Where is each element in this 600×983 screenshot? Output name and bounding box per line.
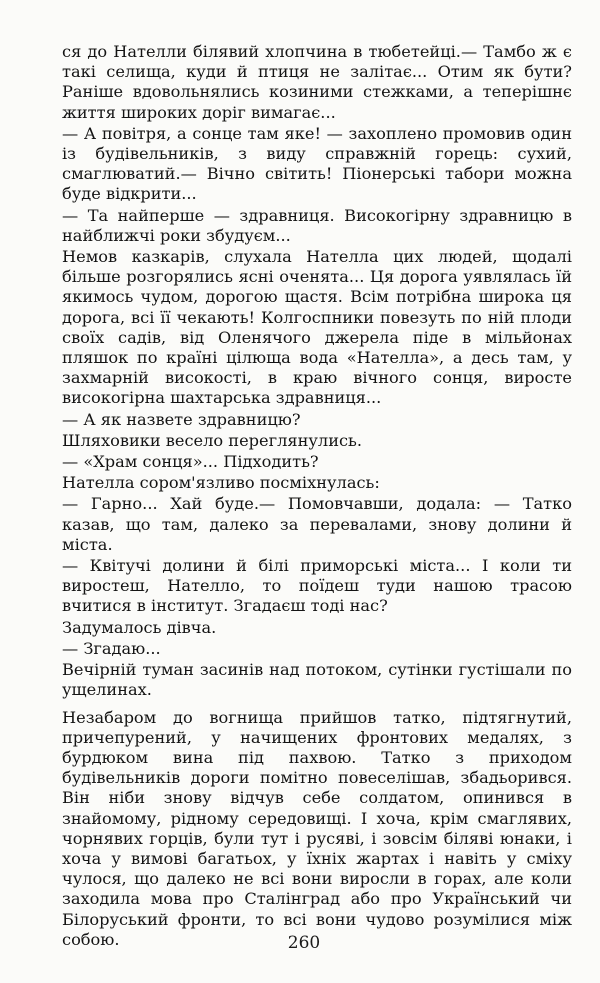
paragraph-8: Нателла сором'язливо посміхнулась:: [62, 473, 380, 493]
paragraph-12: — Згадаю...: [62, 638, 161, 658]
paragraph-2: — А повітря, а сонце там яке! — захоплено промовив один із будівельників, з виду справжній горець: сухий, смаглюватий.— Вічно світить! Піонерські табори можна буде відкрити...: [62, 123, 572, 204]
paragraph-13: Вечірній туман засинів над потоком, сутінки густішали по ущелинах.: [62, 660, 572, 700]
paragraph-3: — Та найперше — здравниця. Високогірну здравницю в найближчі роки збудуєм...: [62, 205, 572, 245]
paragraph-gap: [62, 701, 572, 708]
paragraph-10: — Квітучі долини й білі приморські міста... І коли ти виростеш, Нателло, то поїдеш туди нашою трасою вчитися в інститут. Згадаєш тоді нас?: [62, 556, 572, 616]
page-number: 260: [287, 933, 321, 953]
paragraph-1: ся до Нателли білявий хлопчина в тюбетейці.— Тамбо ж є такі селища, куди й птиця не залітає... Отим як бути? Раніше вдовольнялись козиними стежками, а теперішнє життя широких доріг вимагає...: [62, 42, 572, 122]
paragraph-6: Шляховики весело переглянулись.: [62, 430, 363, 450]
paragraph-4: Немов казкарів, слухала Нателла цих людей, щодалі більше розгорялись ясні оченята... Ця дорога уявлялась їй якимось чудом, дорогою щастя. Всім потрібна широка ця дорога, всі її чекають! Колгоспники повезуть по ній плоди своїх садів, від Оленячого джерела піде в мільйонах пляшок по країні цілюща вода «Нателла», а десь там, у захмарній високості, в краю вічного сонця, виросте високогірна шахтарська здравниця...: [62, 247, 572, 408]
paragraph-7: — «Храм сонця»... Підходить?: [62, 452, 319, 472]
body-text: [62, 42, 572, 950]
paragraph-11: Задумалось дівча.: [62, 617, 217, 637]
paragraph-5: — А як назвете здравницю?: [62, 409, 301, 429]
paragraph-14: Незабаром до вогнища прийшов татко, підтягнутий, причепурений, у начищених фронтових медалях, з бурдюком вина під пахвою. Татко з приходом будівельників дороги помітно повеселішав, збадьорився. Він ніби знову відчув себе солдатом, опинився в знайомому, рідному середовищі. І хоча, крім смаглявих, чорнявих горців, були тут і русяві, і зовсім біляві юнаки, і хоча у вимові багатьох, у їхніх жартах і навіть у сміху чулося, що далеко не всі вони виросли в горах, але коли заходила мова про Сталінград або про Український чи Білоруський фронти, то всі вони чудово розумілися між собою.: [62, 707, 572, 949]
paragraph-9: — Гарно... Хай буде.— Помовчавши, додала: — Татко казав, що там, далеко за перевалами, знову долини й міста.: [62, 494, 572, 554]
